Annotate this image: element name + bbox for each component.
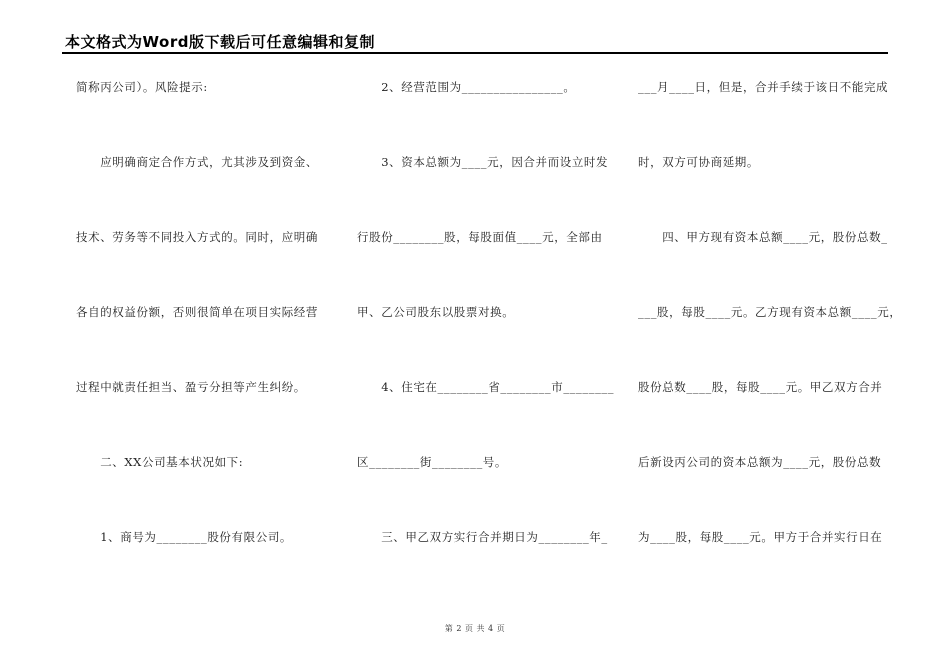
paragraph-line: 3、资本总额为____元，因合并而设立时发 (357, 155, 609, 169)
paragraph-line: 1、商号为________股份有限公司。 (76, 530, 293, 544)
paragraph-line: 后新设丙公司的资本总额为____元，股份总数 (638, 455, 882, 469)
paragraph-line: 行股份________股，每股面值____元，全部由 (357, 230, 603, 244)
paragraph-line: 4、住宅在________省________市________ (357, 380, 615, 394)
paragraph-line: 应明确商定合作方式，尤其涉及到资金、 (76, 155, 318, 169)
paragraph-line: 甲、乙公司股东以股票对换。 (357, 305, 515, 319)
paragraph-line: 股份总数____股，每股____元。甲乙双方合并 (638, 380, 883, 394)
paragraph-line: 四、甲方现有资本总额____元，股份总数_ (638, 230, 888, 244)
paragraph-line: 为____股，每股____元。甲方于合并实行日在 (638, 530, 883, 544)
paragraph-line: 二、XX公司基本状况如下: (76, 455, 244, 469)
paragraph-line: ___股，每股____元。乙方现有资本总额____元， (638, 305, 902, 319)
document-header-title: 本文格式为Word版下载后可任意编辑和复制 (65, 33, 375, 51)
paragraph-line: 2、经营范围为________________。 (357, 80, 576, 94)
header-divider (62, 52, 888, 54)
paragraph-line: ___月____日，但是，合并手续于该日不能完成 (638, 80, 889, 94)
paragraph-line: 三、甲乙双方实行合并期日为________年_ (357, 530, 608, 544)
paragraph-line: 时，双方可协商延期。 (638, 155, 759, 169)
paragraph-line: 区________街________号。 (357, 455, 507, 469)
paragraph-line: 简称丙公司）。风险提示: (76, 80, 208, 94)
paragraph-line: 各自的权益份额，否则很简单在项目实际经营 (76, 305, 318, 319)
paragraph-line: 过程中就责任担当、盈亏分担等产生纠纷。 (76, 380, 306, 394)
paragraph-line: 技术、劳务等不同投入方式的。同时，应明确 (76, 230, 318, 244)
page-number: 第 2 页 共 4 页 (444, 624, 506, 633)
